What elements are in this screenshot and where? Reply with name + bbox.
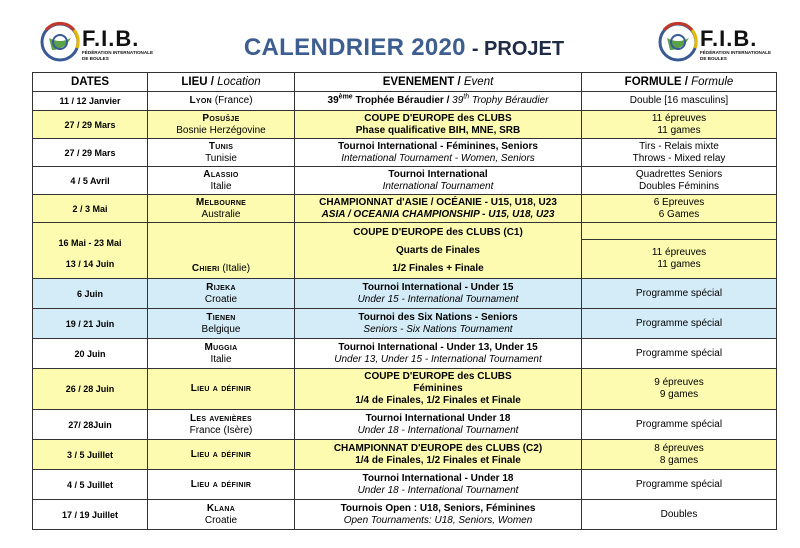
row-location: Lieu a définir [148, 440, 295, 470]
row-formule: Quadrettes Seniors Doubles Féminins [582, 167, 777, 195]
row-formule: 8 épreuves 8 games [582, 440, 777, 470]
page-header [32, 14, 776, 72]
row-formule: 9 épreuves 9 games [582, 369, 777, 410]
row-location: Melbourne Australie [148, 195, 295, 223]
table-row [33, 440, 777, 470]
row-formule: Programme spécial [582, 309, 777, 339]
row-date: 4 / 5 Avril [33, 167, 148, 195]
table-row [33, 92, 777, 111]
table-row [33, 111, 777, 139]
title-main: CALENDRIER 2020 [243, 34, 466, 61]
row-formule: 11 épreuves 11 games [582, 111, 777, 139]
table-row [33, 309, 777, 339]
col-lieu: LIEU / Location [148, 73, 295, 92]
table-row [33, 339, 777, 369]
row-formule: Tirs - Relais mixte Throws - Mixed relay [582, 139, 777, 167]
row-date: 16 Mai - 23 Mai 13 / 14 Juin [33, 223, 148, 279]
table-row [33, 139, 777, 167]
row-event: Tournoi International - Féminines, Seniors International Tournament - Women, Seniors [295, 139, 582, 167]
row-formule: Double [16 masculins] [582, 92, 777, 111]
row-event: Tournoi International International Tournament [295, 167, 582, 195]
row-event: CHAMPIONNAT d'ASIE / OCÉANIE - U15, U18, U23 ASIA / OCEANIA CHAMPIONSHIP - U15, U18, U23 [295, 195, 582, 223]
row-date: 27 / 29 Mars [33, 139, 148, 167]
row-location: Alassio Italie [148, 167, 295, 195]
row-event: COUPE D'EUROPE des CLUBS Féminines 1/4 de Finales, 1/2 Finales et Finale [295, 369, 582, 410]
row-date: 20 Juin [33, 339, 148, 369]
row-location: Les avenières France (Isère) [148, 410, 295, 440]
col-dates: DATES [33, 73, 148, 92]
row-date: 17 / 19 Juillet [33, 500, 148, 530]
row-event: Tournoi International Under 18 Under 18 - International Tournament [295, 410, 582, 440]
boule-logo-icon [658, 20, 698, 62]
row-date: 19 / 21 Juin [33, 309, 148, 339]
table-row [33, 167, 777, 195]
row-date: 3 / 5 Juillet [33, 440, 148, 470]
col-formule: FORMULE / Formule [582, 73, 777, 92]
row-location: Klana Croatie [148, 500, 295, 530]
logo-text: F.I.B. [82, 26, 140, 51]
row-date: 2 / 3 Mai [33, 195, 148, 223]
logo-text: F.I.B. [700, 26, 758, 51]
row-event: Tournoi des Six Nations - Seniors Seniors - Six Nations Tournament [295, 309, 582, 339]
table-header-row [33, 73, 777, 92]
row-event: CHAMPIONNAT D'EUROPE des CLUBS (C2) 1/4 de Finales, 1/2 Finales et Finale [295, 440, 582, 470]
row-event: COUPE D'EUROPE des CLUBS Phase qualificative BIH, MNE, SRB [295, 111, 582, 139]
row-location: Tunis Tunisie [148, 139, 295, 167]
row-date: 6 Juin [33, 279, 148, 309]
row-formule: Programme spécial [582, 470, 777, 500]
row-location: Chieri (Italie) [148, 223, 295, 279]
title-sub: - PROJET [471, 38, 565, 60]
row-formule: 11 épreuves 11 games [582, 223, 777, 279]
logo-subtitle: FÉDÉRATION INTERNATIONALE DE BOULES [700, 50, 772, 61]
row-event: Tournoi International - Under 18 Under 18 - International Tournament [295, 470, 582, 500]
row-formule: Programme spécial [582, 410, 777, 440]
table-row [33, 279, 777, 309]
row-date: 27/ 28Juin [33, 410, 148, 440]
logo-subtitle: FÉDÉRATION INTERNATIONALE DE BOULES [82, 50, 154, 61]
row-location: Tienen Belgique [148, 309, 295, 339]
row-location: Lyon (France) [148, 92, 295, 111]
col-evenement: EVENEMENT / Event [295, 73, 582, 92]
row-location: Rijeka Croatie [148, 279, 295, 309]
row-event: Tournois Open : U18, Seniors, Féminines Open Tournaments: U18, Seniors, Women [295, 500, 582, 530]
row-event: Tournoi International - Under 13, Under 15 Under 13, Under 15 - International Tournament [295, 339, 582, 369]
table-row [33, 369, 777, 410]
row-event: Tournoi International - Under 15 Under 15 - International Tournament [295, 279, 582, 309]
calendar-table [32, 72, 777, 530]
row-date: 27 / 29 Mars [33, 111, 148, 139]
row-formule: 6 Epreuves 6 Games [582, 195, 777, 223]
row-location: Lieu a définir [148, 369, 295, 410]
row-event: COUPE D'EUROPE des CLUBS (C1) Quarts de Finales 1/2 Finales + Finale [295, 223, 582, 279]
row-date: 11 / 12 Janvier [33, 92, 148, 111]
row-formule: Programme spécial [582, 339, 777, 369]
row-date: 26 / 28 Juin [33, 369, 148, 410]
table-row [33, 410, 777, 440]
table-row [33, 470, 777, 500]
row-formule: Doubles [582, 500, 777, 530]
fib-logo-right [658, 20, 776, 70]
row-date: 4 / 5 Juillet [33, 470, 148, 500]
table-row [33, 223, 777, 279]
row-location: Lieu a définir [148, 470, 295, 500]
row-formule: Programme spécial [582, 279, 777, 309]
row-event: 39ème Trophée Béraudier / 39th Trophy Béraudier [295, 92, 582, 111]
row-location: Posušje Bosnie Herzégovine [148, 111, 295, 139]
row-location: Muggia Italie [148, 339, 295, 369]
table-row [33, 500, 777, 530]
table-row [33, 195, 777, 223]
